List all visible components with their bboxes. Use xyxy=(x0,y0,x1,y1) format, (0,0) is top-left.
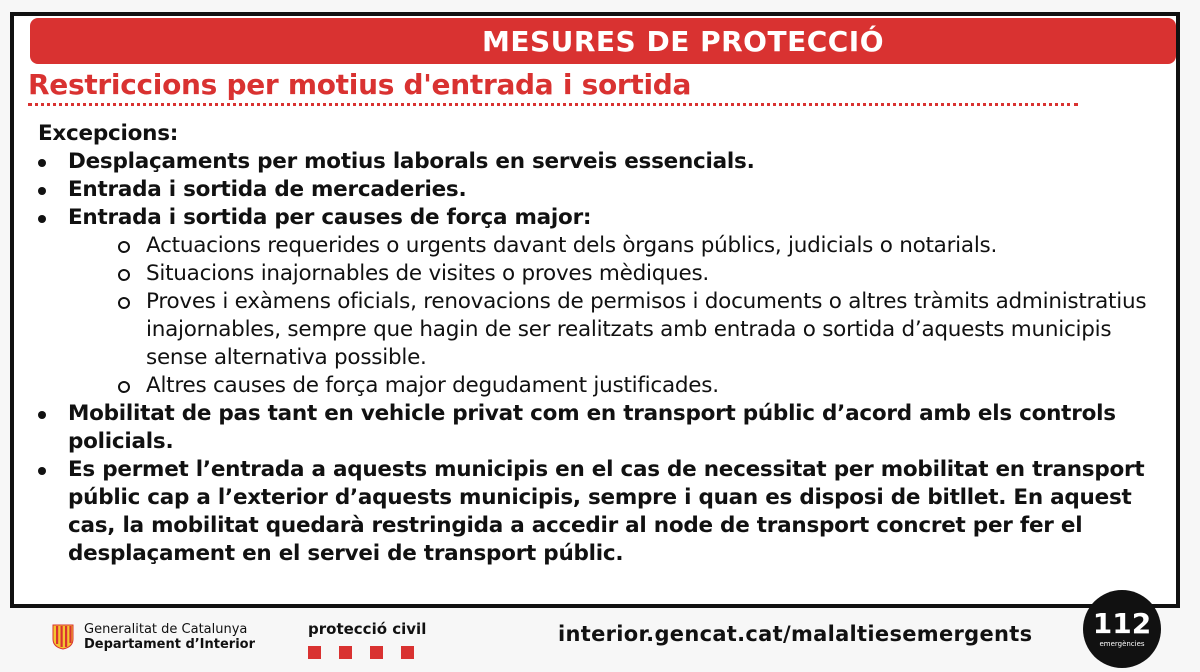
proteccio-civil-logo xyxy=(308,620,426,659)
circle-bullet-icon xyxy=(118,269,130,281)
dotted-divider xyxy=(28,103,1078,106)
list-item xyxy=(38,400,1178,456)
sublist-item-text: Actuacions requerides o urgents davant dels òrgans públics, judicials o notarials. xyxy=(146,233,998,258)
sublist-item-text: Altres causes de força major degudament justificades. xyxy=(146,373,719,398)
circle-bullet-icon xyxy=(118,381,130,393)
red-squares-icon xyxy=(308,646,426,659)
list-item xyxy=(38,456,1178,568)
department-name: Departament d’Interior xyxy=(84,637,256,652)
generalitat-logo-block xyxy=(52,622,255,652)
proteccio-civil-label: protecció civil xyxy=(308,620,427,638)
list-item xyxy=(38,148,1178,176)
sublist-item-text: Situacions inajornables de visites o proves mèdiques. xyxy=(146,261,710,286)
sublist-item-text: Proves i exàmens oficials, renovacions de permisos i documents o altres tràmits administratius inajornables, sempre que hagin de ser realitzats amb entrada o sortida d’aquests municipis sense alternativa possible. xyxy=(146,289,1147,370)
emergency-number: 112 xyxy=(1092,607,1152,640)
list-item xyxy=(38,204,1178,400)
bullet-icon xyxy=(38,215,46,223)
emergency-112-badge xyxy=(1083,590,1161,668)
list-item xyxy=(38,176,1178,204)
section-subtitle: Restriccions per motius d'entrada i sortida xyxy=(28,68,692,101)
list-item-text: Mobilitat de pas tant en vehicle privat com en transport públic d’acord amb els controls policials. xyxy=(68,401,1116,454)
bullet-icon xyxy=(38,159,46,167)
catalan-flag-shield-icon xyxy=(52,624,74,650)
list-item-text: Entrada i sortida per causes de força major: xyxy=(68,205,592,230)
content-body xyxy=(38,120,1178,568)
sublist-item xyxy=(116,232,1178,260)
circle-bullet-icon xyxy=(118,297,130,309)
sublist-item xyxy=(116,288,1178,372)
sublist-item xyxy=(116,372,1178,400)
bullet-icon xyxy=(38,411,46,419)
generalitat-name: Generalitat de Catalunya xyxy=(84,622,248,637)
exceptions-list xyxy=(38,148,1178,568)
list-item-text: Es permet l’entrada a aquests municipis en el cas de necessitat per mobilitat en transport públic cap a l’exterior d’aquests municipis, sempre i quan es disposi de bitllet. En aquest cas, la mobilitat quedarà restringida a accedir al node de transport concret per fer el desplaçament en el servei de transport públic. xyxy=(68,457,1145,566)
force-majeure-sublist xyxy=(68,232,1178,400)
website-url: interior.gencat.cat/malaltiesemergents xyxy=(558,622,1033,646)
list-item-text: Entrada i sortida de mercaderies. xyxy=(68,177,467,202)
title-banner xyxy=(30,18,1176,64)
page-title: MESURES DE PROTECCIÓ xyxy=(481,24,885,58)
list-item-text: Desplaçaments per motius laborals en serveis essencials. xyxy=(68,149,755,174)
bullet-icon xyxy=(38,467,46,475)
bullet-icon xyxy=(38,187,46,195)
exceptions-heading: Excepcions: xyxy=(38,121,179,146)
sublist-item xyxy=(116,260,1178,288)
circle-bullet-icon xyxy=(118,241,130,253)
emergency-label: emergències xyxy=(1099,640,1145,648)
